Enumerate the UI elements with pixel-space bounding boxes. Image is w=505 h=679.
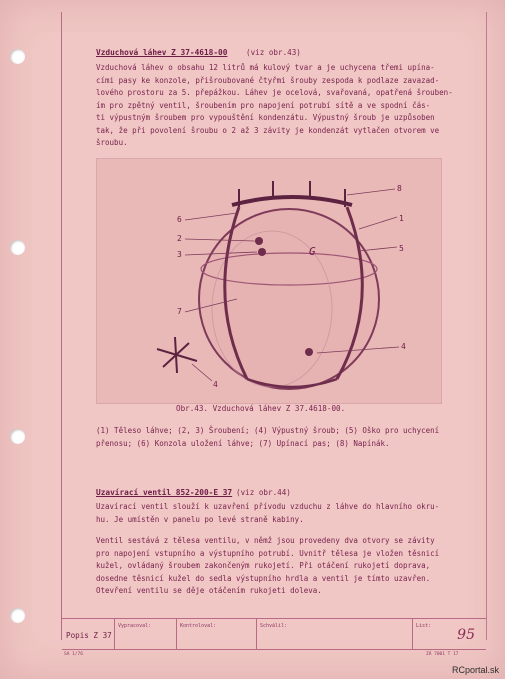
footer-cell xyxy=(176,619,257,649)
figure-caption: Obr.43. Vzduchová láhev Z 37.4618-00. xyxy=(176,404,346,413)
body-line: Vzduchová láhev o obsahu 12 litrů má kulový tvar a je uchycena třemi upína- xyxy=(96,63,435,72)
body-line: šroubu. xyxy=(96,138,128,147)
figure-label: G xyxy=(309,245,316,258)
body-line: Uzavírací ventil slouží k uzavření přívodu vzduchu z láhve do hlavního okru- xyxy=(96,502,440,511)
title-block xyxy=(62,618,486,650)
footer-cell-label: Vypracoval: xyxy=(118,623,152,629)
body-line: Ventil sestává z tělesa ventilu, v němž jsou provedeny dva otvory se závity xyxy=(96,536,435,545)
section-body xyxy=(96,501,439,526)
figure-label: 3 xyxy=(177,250,182,259)
legend-line: (1) Těleso láhve; (2, 3) Šroubení; (4) Výpustný šroub; (5) Oško pro uchycení xyxy=(96,426,440,435)
figure-label: 4 xyxy=(401,342,406,351)
section-title: Vzduchová láhev Z 37-4618-00 xyxy=(96,48,228,57)
right-rule xyxy=(486,12,487,640)
figure-label: 5 xyxy=(399,244,404,253)
punch-hole xyxy=(10,240,25,255)
punch-hole xyxy=(10,429,25,444)
figure-label: 6 xyxy=(177,215,182,224)
body-line: hu. Je umístěn v panelu po levé straně kabiny. xyxy=(96,514,304,524)
page-number: 95 xyxy=(457,627,475,643)
figure-photo xyxy=(96,158,442,404)
footer-cell-label: List: xyxy=(416,623,432,629)
body-line: Otevření ventilu se děje otáčením rukojeti doleva. xyxy=(96,586,322,595)
figure-label: 7 xyxy=(177,307,182,316)
body-line: ím pro zpětný ventil, šroubením pro napojení potrubí sítě a ve spodní čás- xyxy=(96,100,431,110)
figure-label: 2 xyxy=(177,234,182,243)
legend-line: přenosu; (6) Konzola uložení láhve; (7) Upínací pas; (8) Napínák. xyxy=(96,439,390,448)
watermark: RCportal.sk xyxy=(451,665,499,675)
footer-cell xyxy=(114,619,177,649)
margin-rule xyxy=(61,12,62,640)
body-line: tak, že při povolení šroubu o 2 až 3 závity je kondenzát vytlačen otvorem ve xyxy=(96,125,440,135)
body-line: lového prostoru za 5. přepážkou. Láhev je ocelová, svařovaná, opatřená šrouben- xyxy=(96,88,453,97)
body-line: pro napojení vstupního a výstupního potrubí. Uvnitř tělesa je vložen těsnicí xyxy=(96,548,440,558)
form-code: SA 1/76 xyxy=(64,652,83,657)
section-title: Uzavírací ventil 852-200-E 37 xyxy=(96,488,233,497)
footer-cell xyxy=(412,619,487,649)
air-bottle-illustration xyxy=(97,159,441,403)
form-code: ZÁ 7001 T 17 xyxy=(426,652,459,657)
figure-legend xyxy=(96,424,439,450)
figure-label: 8 xyxy=(397,184,402,193)
punch-hole xyxy=(10,49,25,64)
footer-cell-label: Kontroloval: xyxy=(180,623,217,629)
bracket xyxy=(232,197,352,205)
body-line: cími pasy ke konzole, přišroubované čtyřmi šrouby zespoda k podlaze zavazad- xyxy=(96,75,440,85)
footer-cell-label: Schválil: xyxy=(260,623,288,629)
drain-screw xyxy=(157,337,197,373)
body-line: kužel, ovládaný šroubem zakončeným rukojetí. Při otáčení rukojetí doprava, xyxy=(96,561,431,570)
figure-label: 1 xyxy=(399,214,404,223)
body-line: ti výpustným šroubem pro vypouštění kondenzátu. Výpustný šroub je uzpůsoben xyxy=(96,113,435,122)
punch-hole xyxy=(10,608,25,623)
section-ref: (viz obr.43) xyxy=(246,48,301,57)
section-body xyxy=(96,62,453,150)
body-line: dosedne těsnicí kužel do sedla výstupního hrdla a ventil je tímto uzavřen. xyxy=(96,573,431,583)
figure-label: 4 xyxy=(213,380,218,389)
section-ref: (viz obr.44) xyxy=(236,488,291,497)
book-name: Popis Z 37 xyxy=(66,631,112,640)
footer-cell xyxy=(256,619,361,649)
section-body xyxy=(96,535,439,598)
